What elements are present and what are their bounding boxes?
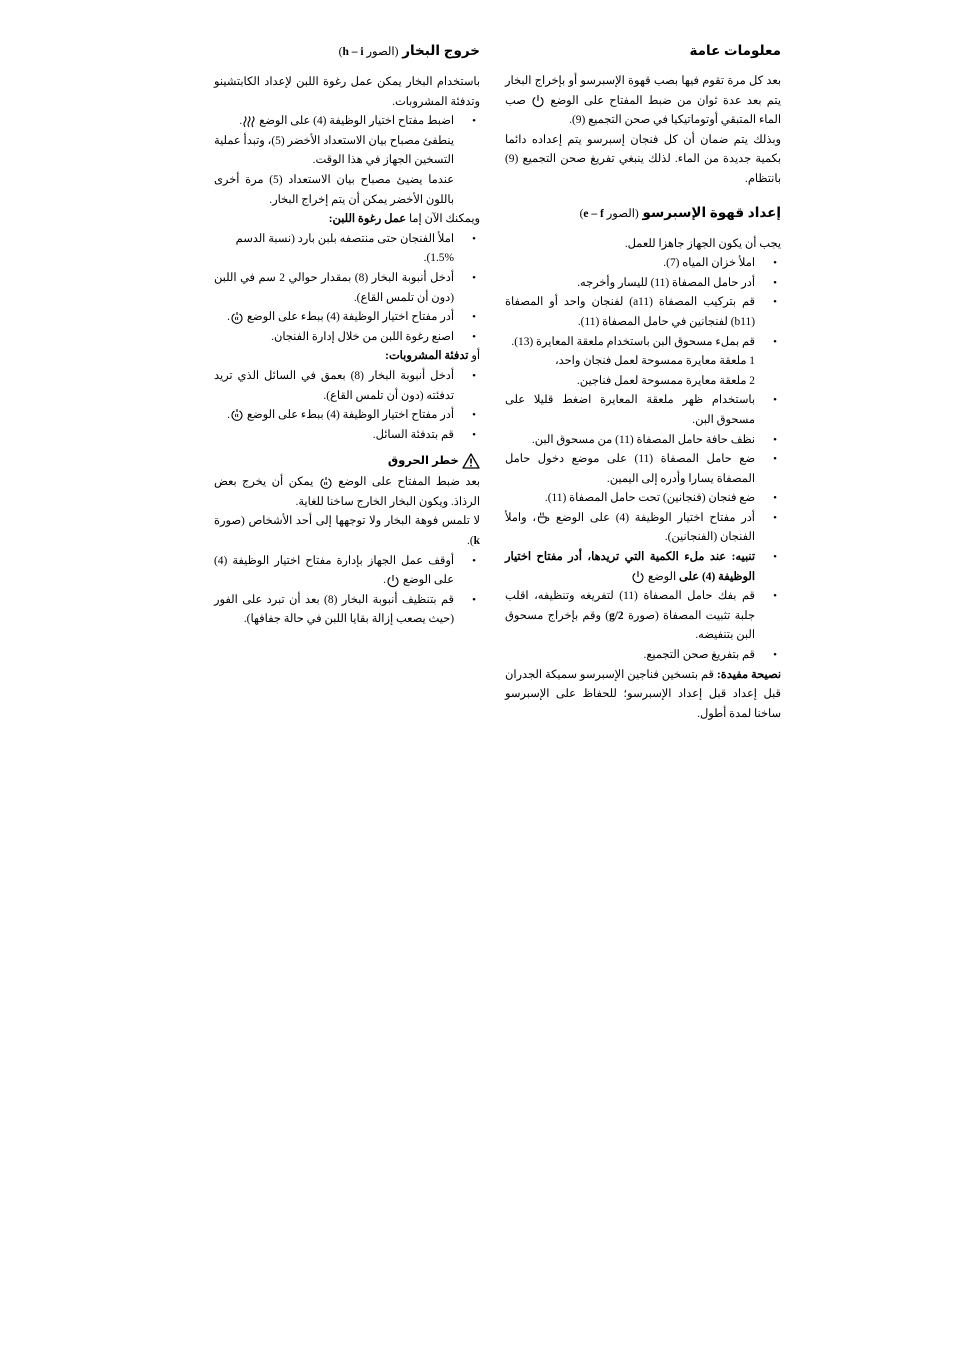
list-item: • املأ الفنجان حتى منتصفه بلبن بارد (نسبة الدسم 1.5%).	[214, 230, 480, 269]
list-item: • قم بتنظيف أنبوبة البخار (8) بعد أن تبرد على الفور (حيث يصعب إزالة بقايا اللبن في حالة جفافها).	[214, 591, 480, 630]
either-line: ويمكنك الآن إما عمل رغوة اللبن:	[328, 213, 480, 226]
list-item: • قم بملء مسحوق البن باستخدام ملعقة المعايرة (13). 1 ملعقة معايرة ممسوحة لعمل فنجان واحد، 2 ملعقة معايرة ممسوحة لعمل فناجين.	[505, 333, 781, 392]
steam-intro: باستخدام البخار يمكن عمل رغوة اللبن لإعداد الكابتشينو وتدفئة المشروبات.	[214, 76, 480, 108]
tip-paragraph: نصيحة مفيدة: قم بتسخين فناجين الإسبرسو سميكة الجدران قبل إعداد قبل إعداد الإسبرسو؛ للحفاظ على الإسبرسو ساخنا لمدة أطول.	[505, 668, 781, 720]
espresso-intro: يجب أن يكون الجهاز جاهزا للعمل.	[624, 237, 781, 250]
measure-line-2: 2 ملعقة معايرة ممسوحة لعمل فناجين.	[576, 374, 755, 387]
burn-warning-title: خطر الحروق	[214, 451, 480, 471]
steam-title: خروج البخار (الصور h – i)	[338, 43, 480, 58]
power-icon	[386, 574, 400, 588]
left-column	[214, 40, 480, 630]
burn-paragraph-2: لا تلمس فوهة البخار ولا توجهها إلى أحد الأشخاص (صورة k).	[214, 515, 480, 548]
list-item: • باستخدام ظهر ملعقة المعايرة اضغط قليلا على مسحوق البن.	[505, 391, 781, 430]
espresso-cup-icon	[536, 511, 550, 525]
power-icon	[531, 94, 545, 108]
warning-triangle-icon	[462, 453, 480, 469]
steam-knob-icon	[319, 476, 333, 490]
steam-knob-icon	[230, 408, 244, 422]
list-item: • قم بتدفئة السائل.	[214, 426, 480, 446]
general-info-title: معلومات عامة	[689, 43, 781, 58]
espresso-steps	[505, 254, 781, 665]
steam-steps	[214, 112, 480, 210]
after-steps	[214, 552, 480, 630]
list-item: • أدر مفتاح اختيار الوظيفة (4) ببطء على الوضع .	[214, 406, 480, 426]
list-item: • قم بفك حامل المصفاة (11) لتفريغه وتنظيفه، اقلب جلبة تثبيت المصفاة (صورة g/2) وقم بإخراج مسحوق البن بتنفيضه.	[505, 587, 781, 646]
list-item: • أوقف عمل الجهاز بإدارة مفتاح اختيار الوظيفة (4) على الوضع .	[214, 552, 480, 591]
list-item: • ضع فنجان (فنجانين) تحت حامل المصفاة (11).	[505, 489, 781, 509]
measure-line-1: 1 ملعقة معايرة ممسوحة لعمل فنجان واحد،	[554, 355, 755, 368]
list-item: • اصنع رغوة اللبن من خلال إدارة الفنجان.	[214, 328, 480, 348]
list-item: • أدر مفتاح اختيار الوظيفة (4) ببطء على الوضع .	[214, 308, 480, 328]
general-info-paragraph: بعد كل مرة تقوم فيها بصب قهوة الإسبرسو أو بإخراج البخار يتم بعد عدة ثوان من ضبط المفتاح على الوضع صب الماء المتبقي أوتوماتيكيا في صحن التجميع (9).	[505, 75, 781, 127]
list-item: • ضع حامل المصفاة (11) على موضع دخول حامل المصفاة يسارا وأدره إلى اليمين.	[505, 450, 781, 489]
list-item: • أدر حامل المصفاة (11) لليسار وأخرجه.	[505, 274, 781, 294]
list-item: • املأ خزان المياه (7).	[505, 254, 781, 274]
steam-icon	[242, 115, 256, 129]
right-column	[505, 40, 781, 724]
list-item: • قم بتفريغ صحن التجميع.	[505, 646, 781, 666]
steam-knob-icon	[230, 311, 244, 325]
list-item: • أدخل أنبوبة البخار (8) بمقدار حوالي 2 سم في اللبن (دون أن تلمس القاع).	[214, 269, 480, 308]
list-item: • أدخل أنبوبة البخار (8) بعمق في السائل الذي تريد تدفئته (دون أن تلمس القاع).	[214, 367, 480, 406]
list-item: • نظف حافة حامل المصفاة (11) من مسحوق البن.	[505, 431, 781, 451]
or-line: أو تدفئة المشروبات:	[385, 350, 480, 363]
list-item: • تنبيه: عند ملء الكمية التي تريدها، أدر مفتاح اختيار الوظيفة (4) على الوضع	[505, 548, 781, 587]
general-info-paragraph-2: وبذلك يتم ضمان أن كل فنجان إسبرسو يتم إعداده دائما بكمية جديدة من الماء. لذلك ينبغي تفريغ صحن التجميع (9) بانتظام.	[505, 133, 781, 185]
list-item: • اضبط مفتاح اختيار الوظيفة (4) على الوضع . ينطفئ مصباح بيان الاستعداد الأخضر (5)، وتبدأ عملية التسخين الجهاز في هذا الوقت. عندما يضيئ مصباح بيان الاستعداد (5) مرة أخرى باللون الأخضر يمكن أن يتم إخراج البخار.	[214, 112, 480, 210]
burn-paragraph-1: بعد ضبط المفتاح على الوضع يمكن أن يخرج بعض الرذاذ. ويكون البخار الخارج ساخنا للغاية.	[214, 476, 481, 508]
list-item: • قم بتركيب المصفاة (a11) لفنجان واحد أو المصفاة (b11) لفنجانين في حامل المصفاة (11).	[505, 293, 781, 332]
foam-steps	[214, 230, 480, 348]
list-item: • أدر مفتاح اختيار الوظيفة (4) على الوضع ، واملأ الفنجان (الفنجانين).	[505, 509, 781, 548]
espresso-title: إعداد قهوة الإسبرسو (الصور e – f)	[579, 204, 781, 220]
warm-steps	[214, 367, 480, 445]
power-icon	[631, 570, 645, 584]
